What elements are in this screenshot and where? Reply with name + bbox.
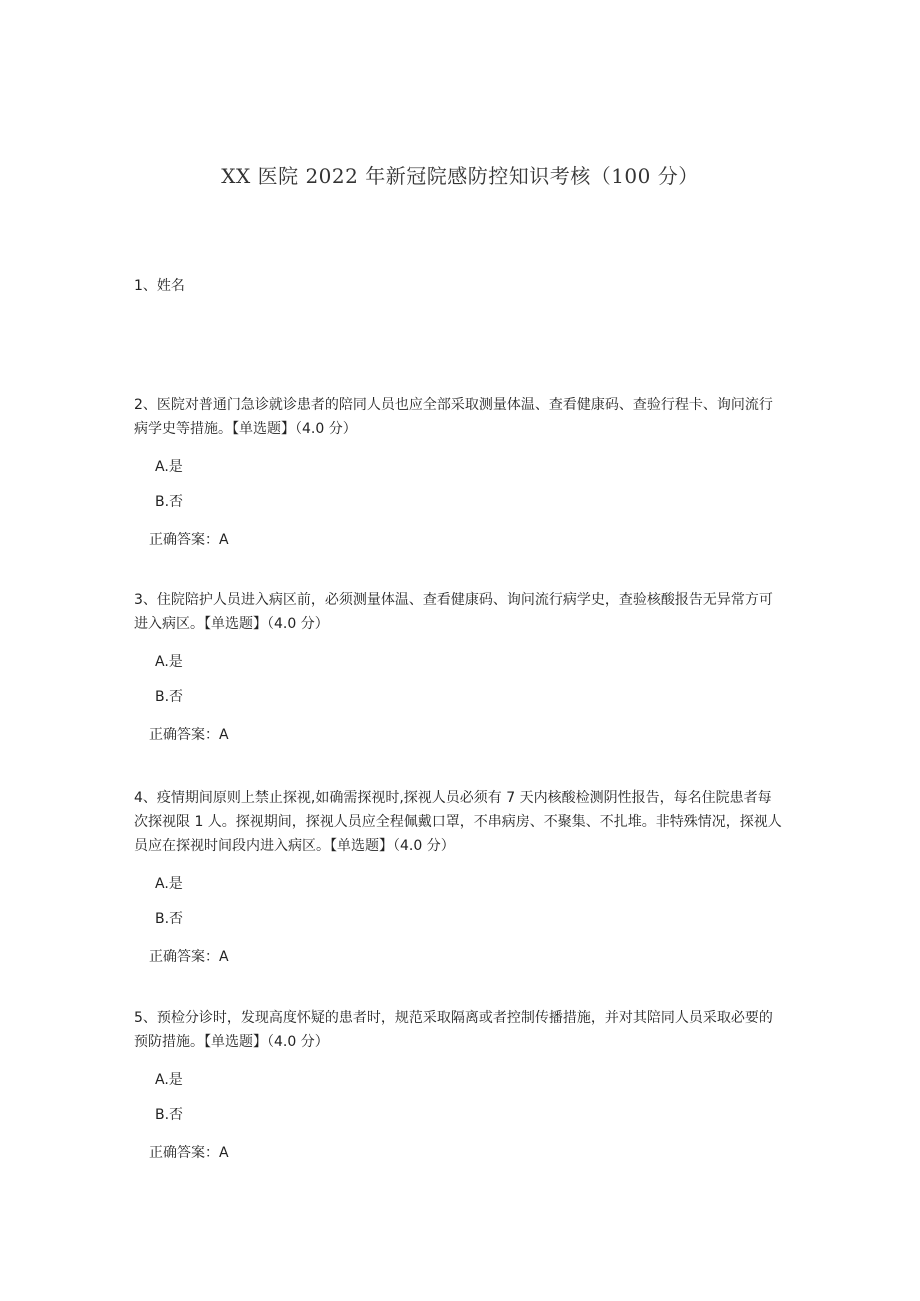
question-2 bbox=[134, 393, 784, 550]
document-title: XX 医院 2022 年新冠院感防控知识考核（100 分） bbox=[221, 164, 699, 188]
correct-answer: 正确答案：A bbox=[149, 532, 229, 548]
question-text: 3、住院陪护人员进入病区前，必须测量体温、查看健康码、询问流行病学史，查验核酸报告无异常方可进入病区。【单选题】（4.0 分） bbox=[134, 592, 773, 632]
question-text: 2、医院对普通门急诊就诊患者的陪同人员也应全部采取测量体温、查看健康码、查验行程卡、询问流行病学史等措施。【单选题】（4.0 分） bbox=[134, 397, 773, 437]
question-name-field: 1、姓名 bbox=[134, 278, 185, 294]
question-3 bbox=[134, 588, 784, 745]
option-a: A.是 bbox=[155, 1072, 183, 1088]
question-text: 5、预检分诊时，发现高度怀疑的患者时，规范采取隔离或者控制传播措施，并对其陪同人员采取必要的预防措施。【单选题】（4.0 分） bbox=[134, 1010, 773, 1050]
question-4 bbox=[134, 786, 784, 967]
option-a: A.是 bbox=[155, 876, 183, 892]
correct-answer: 正确答案：A bbox=[149, 949, 229, 965]
option-a: A.是 bbox=[155, 459, 183, 475]
option-a: A.是 bbox=[155, 654, 183, 670]
question-text: 4、疫情期间原则上禁止探视,如确需探视时,探视人员必须有 7 天内核酸检测阴性报告，每名住院患者每次探视限 1 人。探视期间，探视人员应全程佩戴口罩，不串病房、不聚集、不扎堆。非特殊情况，探视人员应在探视时间段内进入病区。【单选题】（4.0 分） bbox=[134, 790, 782, 854]
option-b: B.否 bbox=[155, 494, 184, 510]
correct-answer: 正确答案：A bbox=[149, 727, 229, 743]
option-b: B.否 bbox=[155, 1107, 184, 1123]
option-b: B.否 bbox=[155, 689, 184, 705]
option-b: B.否 bbox=[155, 911, 184, 927]
question-5 bbox=[134, 1006, 784, 1163]
correct-answer: 正确答案：A bbox=[149, 1145, 229, 1161]
